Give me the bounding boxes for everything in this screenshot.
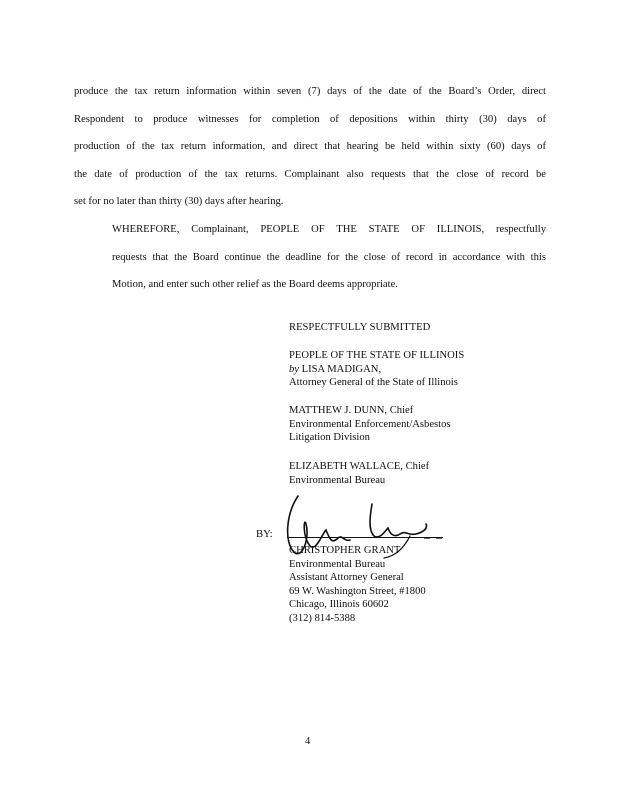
text-line: requests that the Board continue the deadline for the close of record in accordance with this — [112, 251, 546, 263]
respectfully-submitted-text: RESPECTFULLY SUBMITTED — [289, 322, 431, 333]
phone-number: (312) 814-5388 — [289, 612, 356, 624]
page-number: 4 — [305, 736, 311, 747]
attorney-general-line — [289, 363, 464, 377]
text-line: WHEREFORE, Complainant, PEOPLE OF THE STATE OF ILLINOIS, respectfully — [112, 223, 546, 235]
bureau-chief-name: ELIZABETH WALLACE, Chief — [289, 461, 430, 472]
address-street: 69 W. Washington Street, #1800 — [289, 585, 426, 597]
text-line: Respondent to produce witnesses for completion of depositions within thirty (30) days of — [74, 113, 546, 125]
attorney-general-title: Attorney General of the State of Illinois — [289, 377, 458, 389]
by-prefix: by — [289, 363, 299, 375]
text-line: set for no later than thirty (30) days after hearing. — [74, 196, 284, 208]
division-name-line1: Environmental Enforcement/Asbestos — [289, 418, 451, 430]
division-chief-block — [289, 404, 451, 445]
signer-title: Assistant Attorney General — [289, 572, 404, 584]
division-chief-name: MATTHEW J. DUNN, Chief — [289, 405, 414, 416]
paragraph-wherefore — [74, 216, 546, 299]
attorney-general-name: LISA MADIGAN, — [301, 363, 382, 375]
complainant-name: PEOPLE OF THE STATE OF ILLINOIS — [289, 350, 465, 361]
complainant-block — [289, 349, 464, 390]
bureau-name: Environmental Bureau — [289, 474, 386, 486]
respectfully-submitted — [289, 321, 430, 335]
text-line: produce the tax return information within seven (7) days of the date of the Board’s Order, direct — [74, 86, 546, 97]
bureau-chief-block — [289, 460, 429, 487]
signer-block — [289, 544, 426, 626]
text-line: Motion, and enter such other relief as the Board deems appropriate. — [112, 279, 398, 291]
address-city: Chicago, Illinois 60602 — [289, 599, 389, 611]
paragraph-relief-request — [74, 78, 546, 216]
division-name-line2: Litigation Division — [289, 432, 370, 444]
text-line: production of the tax return information, and direct that hearing be held within sixty (60) days of — [74, 141, 546, 153]
motion-body — [74, 78, 546, 299]
signer-bureau: Environmental Bureau — [289, 558, 386, 570]
text-line: the date of production of the tax returns. Complainant also requests that the close of record be — [74, 168, 546, 180]
signer-name: CHRISTOPHER GRANT — [289, 545, 401, 556]
by-label: BY: — [256, 529, 273, 540]
